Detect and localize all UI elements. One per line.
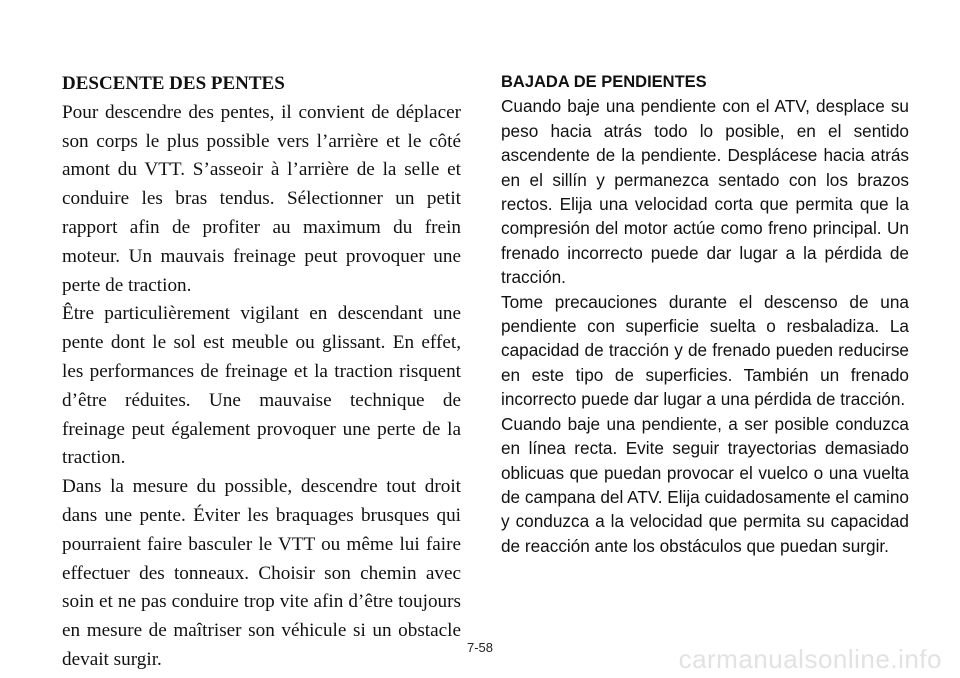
page-number: 7-58 — [466, 640, 494, 655]
spanish-heading: BAJADA DE PENDIENTES — [501, 73, 707, 91]
french-paragraph-3: Dans la mesure du possible, descendre tout droit dans une pente. Éviter les braquages brusques qui pourraient faire basculer le VTT ou même lui faire effectuer des tonneaux. Choisir son chemin avec soin et ne pas conduire trop vite afin d’être toujours en mesure de maîtriser son véhicule si un obstacle devait surgir. — [62, 476, 461, 670]
french-heading: DESCENTE DES PENTES — [62, 73, 285, 94]
watermark: carmanualsonline.info — [678, 644, 942, 674]
french-paragraph-2: Être particulièrement vigilant en descendant une pente dont le sol est meuble ou glissant. En effet, les performances de freinage et la traction risquent d’être réduites. Une mauvaise technique de freinage peut également provoquer une perte de la traction. — [62, 303, 461, 469]
french-paragraph-1: Pour descendre des pentes, il convient de déplacer son corps le plus possible vers l’arrière et le côté amont du VTT. S’asseoir à l’arrière de la selle et conduire les bras tendus. Sélectionner un petit rapport afin de profiter au maximum du frein moteur. Un mauvais freinage peut provoquer une perte de traction. — [62, 101, 461, 296]
french-column — [62, 70, 461, 675]
spanish-paragraph-3: Cuando baje una pendiente, a ser posible conduzca en línea recta. Evite seguir trayectorias demasiado oblicuas que puedan provocar el vuelco o una vuelta de campana del ATV. Elija cuidadosamente el camino y conduzca a la velocidad que permita su capacidad de reacción ante los obstáculos que puedan surgir. — [501, 413, 909, 556]
spanish-paragraph-1: Cuando baje una pendiente con el ATV, desplace su peso hacia atrás todo lo posible, en el sentido ascendente de la pendiente. Desplácese hacia atrás en el sillín y permanezca sentado con los brazos rectos. Elija una velocidad corta que permita que la compresión del motor actúe como freno principal. Un frenado incorrecto puede dar lugar a la pérdida de tracción. — [501, 96, 909, 288]
spanish-column — [501, 70, 909, 558]
spanish-paragraph-2: Tome precauciones durante el descenso de una pendiente con superficie suelta o resbaladiza. La capacidad de tracción y de frenado pueden reducirse en este tipo de superficies. También un frenado incorrecto puede dar lugar a una pérdida de tracción. — [501, 291, 909, 410]
